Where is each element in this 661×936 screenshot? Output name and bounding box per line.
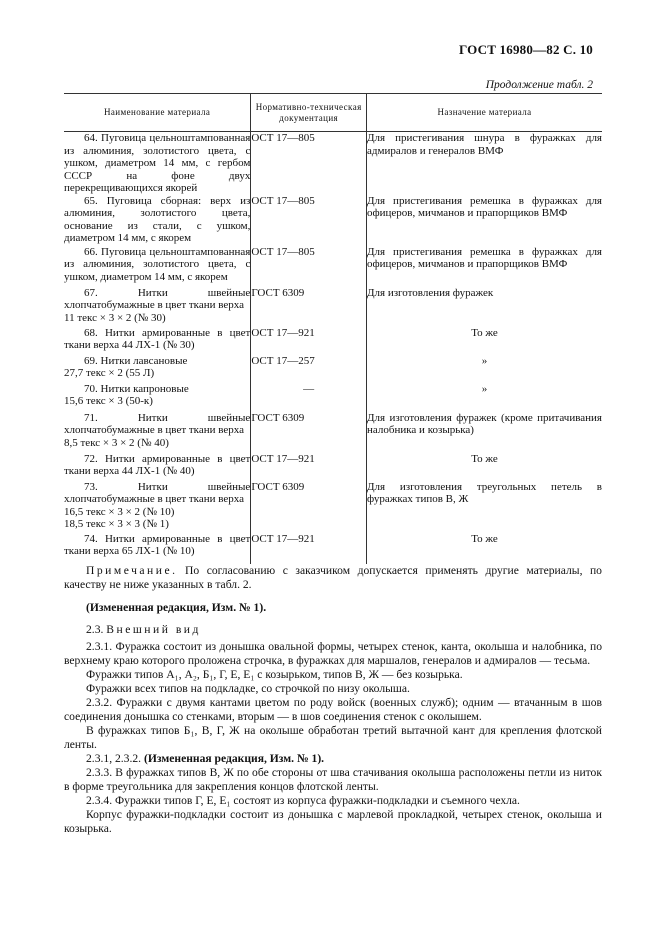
same-as-above: То же <box>471 452 498 465</box>
paragraph: Фуражки всех типов на подкладке, со строчкой по низу околыша. <box>86 682 410 695</box>
material-name: 66. Пуговица цельноштампованная из алюминия, золотистого цвета, с ушком, диаметром 14 мм, с якорем <box>64 245 251 283</box>
same-as-above: То же <box>471 326 498 339</box>
doc-reference: ОСТ 17—805 <box>251 246 367 287</box>
table-row <box>64 327 602 355</box>
table-row <box>64 246 602 287</box>
table-row <box>64 412 602 453</box>
same-as-above: » <box>481 354 488 367</box>
table-row <box>64 355 602 383</box>
doc-reference: ОСТ 17—805 <box>251 132 367 195</box>
material-name: 72. Нитки армированные в цвет ткани верха 44 ЛХ-1 (№ 40) <box>64 452 251 477</box>
paragraph: В фуражках типов Б₁, В, Г, Ж на околыше обработан третий вытачной кант для крепления флотской ленты. <box>64 724 602 751</box>
material-name: 65. Пуговица сборная: верх из алюминия, золотистого цвета, основание из стали, с ушком, диаметром 14 мм, с якорем <box>64 194 251 244</box>
material-name: 67. Нитки швейные хлопчатобумажные в цвет ткани верха <box>64 286 251 311</box>
table-row <box>64 453 602 481</box>
material-spec: 8,5 текс × 3 × 2 (№ 40) <box>64 436 169 449</box>
material-spec: 15,6 текс × 3 (50-к) <box>64 395 153 407</box>
table-row <box>64 383 602 412</box>
doc-reference: ОСТ 17—805 <box>251 195 367 246</box>
doc-reference: ГОСТ 6309 <box>251 287 367 327</box>
section-title <box>64 623 602 637</box>
material-spec: 27,7 текс × 2 (55 Л) <box>64 367 155 379</box>
paragraph: Корпус фуражки-подкладки состоит из донышка с марлевой прокладкой, четырех стенок, околыша и козырька. <box>64 808 602 835</box>
paragraph: 2.3.2. Фуражки с двумя кантами цветом по роду войск (военных служб); одним — втачанным в шов соединения донышка со стенками, вторым — в шов соединения стенок с околышем. <box>64 696 602 723</box>
paragraph: 2.3.4. Фуражки типов Г, Е, Е₁ состоят из корпуса фуражки-подкладки и съемного чехла. <box>86 794 520 807</box>
doc-reference: ГОСТ 6309 <box>251 481 367 533</box>
doc-reference: ОСТ 17—921 <box>251 453 367 481</box>
column-header-purpose: Назначение материала <box>367 94 602 132</box>
material-name: 73. Нитки швейные хлопчатобумажные в цвет ткани верха <box>64 480 251 505</box>
material-purpose: Для пристегивания ремешка в фуражках для офицеров, мичманов и прапорщиков ВМФ <box>367 245 602 270</box>
column-header-doc: Нормативно-техническая документация <box>251 94 367 132</box>
section-external-view <box>64 623 602 836</box>
same-as-above: То же <box>471 532 498 545</box>
doc-reference: ГОСТ 6309 <box>251 412 367 453</box>
material-spec: 16,5 текс × 3 × 2 (№ 10) <box>64 505 175 518</box>
table-row <box>64 195 602 246</box>
paragraph <box>64 752 602 766</box>
section-number: 2.3. <box>86 623 104 636</box>
edition-note: (Измененная редакция, Изм. № 1). <box>143 752 325 765</box>
material-purpose: Для изготовления фуражек <box>367 286 494 299</box>
material-spec: 18,5 текс × 3 × 3 (№ 1) <box>64 518 169 530</box>
material-name: 70. Нитки капроновые <box>84 382 189 395</box>
doc-reference: — <box>251 383 367 412</box>
doc-reference: ОСТ 17—921 <box>251 327 367 355</box>
note-text: По согласованию с заказчиком допускается применять другие материалы, по качеству не ниже указанных в табл. 2. <box>64 564 602 591</box>
section-title-text: Внешний вид <box>106 623 201 636</box>
material-name: 68. Нитки армированные в цвет ткани верха 44 ЛХ-1 (№ 30) <box>64 326 251 351</box>
paragraph: 2.3.3. В фуражках типов В, Ж по обе стороны от шва стачивания околыша расположены петли из ниток в форме треугольника для закрепления концов флотской ленты. <box>64 766 602 793</box>
material-purpose: Для изготовления треугольных петель в фуражках типов В, Ж <box>367 480 602 505</box>
material-spec: 11 текс × 3 × 2 (№ 30) <box>64 311 166 324</box>
materials-table <box>64 93 602 564</box>
doc-reference: ОСТ 17—257 <box>251 355 367 383</box>
material-name: 64. Пуговица цельноштампованная из алюминия, золотистого цвета, с ушком, диаметром 14 мм, с гербом СССР на фоне двух перекрещивающихся якорей <box>64 132 251 194</box>
material-purpose: Для пристегивания шнура в фуражках для адмиралов и генералов ВМФ <box>367 132 602 157</box>
material-purpose: Для изготовления фуражек (кроме притачивания налобника и козырька) <box>367 411 602 436</box>
table-note <box>64 564 602 615</box>
table-continuation-label: Продолжение табл. 2 <box>485 79 593 91</box>
same-as-above: » <box>481 382 488 395</box>
paragraph: Фуражки типов А₁, А₂, Б₁, Г, Е, Е₁ с козырьком, типов В, Ж — без козырька. <box>86 668 463 681</box>
page-header: ГОСТ 16980—82 С. 10 <box>459 42 593 57</box>
table-row <box>64 481 602 533</box>
paragraph-number: 2.3.1, 2.3.2. <box>86 752 142 765</box>
note-label: Примечание. <box>86 564 178 577</box>
paragraph: 2.3.1. Фуражка состоит из донышка овальной формы, четырех стенок, канта, околыша и налобника, по верхнему краю которого проложена строчка, в фуражках для маршалов, генералов и адмиралов — тесьма. <box>64 640 602 667</box>
table-row <box>64 533 602 564</box>
column-header-material: Наименование материала <box>64 94 251 132</box>
table-row <box>64 287 602 327</box>
material-name: 69. Нитки лавсановые <box>84 354 188 367</box>
material-name: 74. Нитки армированные в цвет ткани верха 65 ЛХ-1 (№ 10) <box>64 532 251 557</box>
material-purpose: Для пристегивания ремешка в фуражках для офицеров, мичманов и прапорщиков ВМФ <box>367 194 602 219</box>
edition-note: (Измененная редакция, Изм. № 1). <box>86 601 267 614</box>
doc-reference: ОСТ 17—921 <box>251 533 367 564</box>
material-name: 71. Нитки швейные хлопчатобумажные в цвет ткани верха <box>64 411 251 436</box>
table-row <box>64 132 602 195</box>
